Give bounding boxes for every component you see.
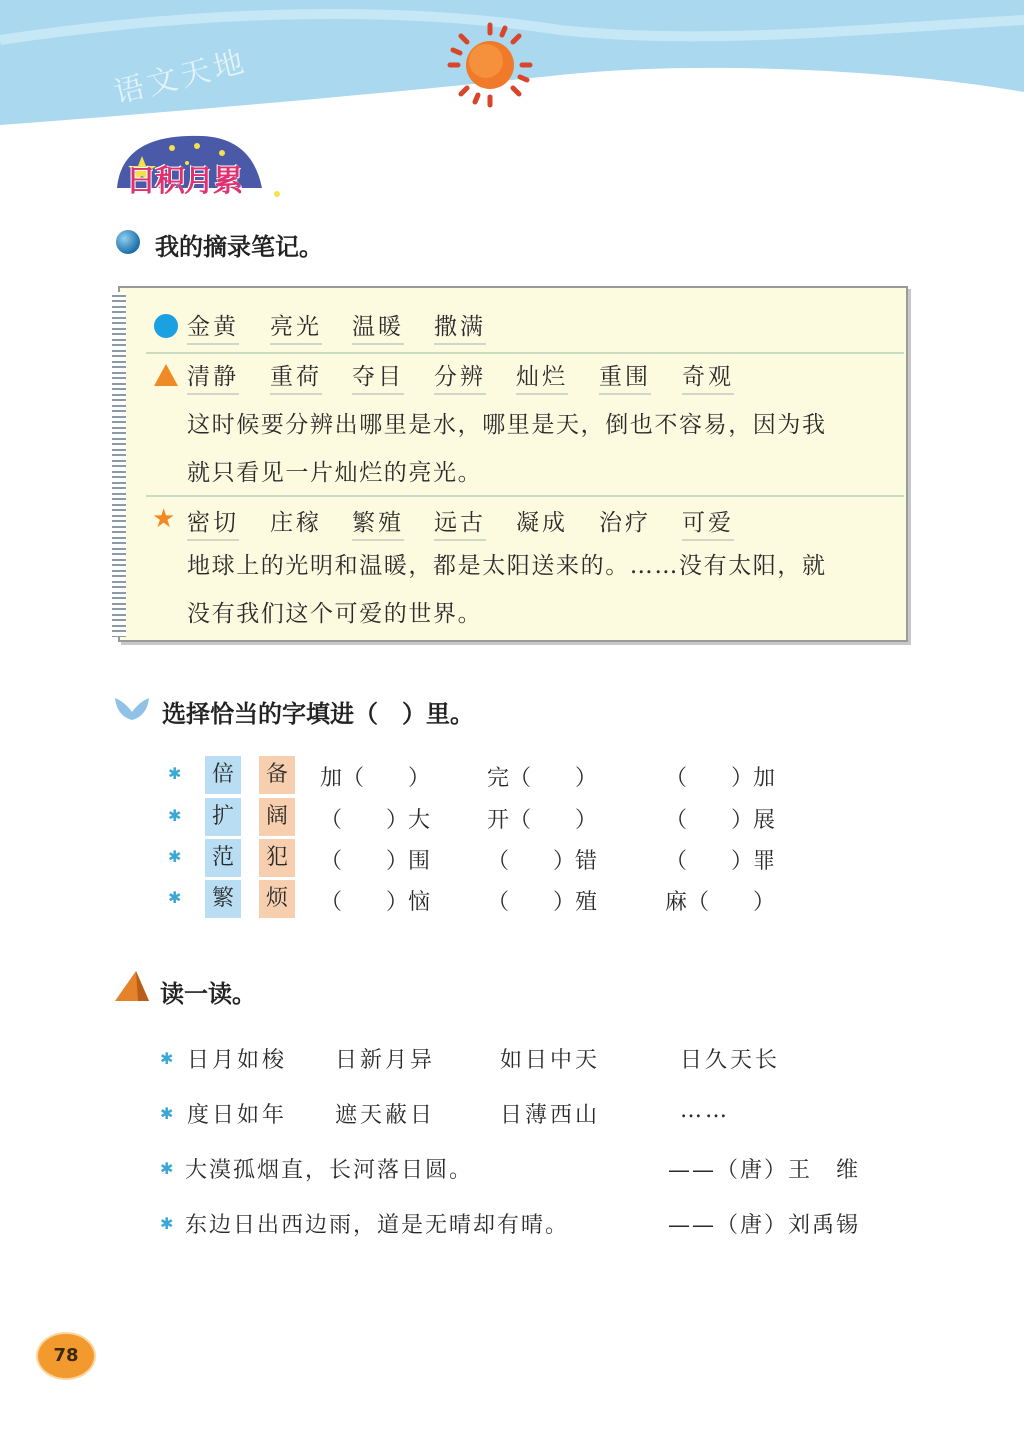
note-word: 夺目	[352, 358, 404, 395]
note-word: 密切	[187, 504, 239, 541]
note-word: 分辨	[434, 358, 486, 395]
bullet-star-icon: ✱	[160, 1049, 174, 1068]
fill-blank-item[interactable]: （ ）展	[665, 808, 776, 833]
note-word: 重荷	[270, 358, 322, 395]
bullet-star-icon: ✱	[160, 1159, 174, 1178]
idiom: 日新月异	[335, 1048, 436, 1073]
section-logo	[112, 128, 287, 203]
poem-source: ——（唐）王 维	[668, 1158, 861, 1183]
note-sentence: 地球上的光明和温暖，都是太阳送来的。……没有太阳，就	[187, 553, 827, 579]
fill-blank-item[interactable]: 开（ ）	[487, 808, 598, 833]
section-heading-fill: 选择恰当的字填进（ ）里。	[162, 700, 474, 728]
note-word: 奇观	[682, 358, 734, 395]
idiom: 遮天蔽日	[335, 1103, 436, 1128]
note-sentence: 没有我们这个可爱的世界。	[187, 601, 483, 627]
page-number: 78	[38, 1334, 94, 1378]
choice-char: 范	[205, 839, 241, 877]
notebook-box	[118, 286, 908, 642]
note-sentence: 就只看见一片灿烂的亮光。	[187, 460, 483, 486]
choice-char: 烦	[259, 880, 295, 918]
note-word: 繁殖	[352, 504, 404, 541]
blue-ball-icon	[116, 230, 140, 254]
note-word: 庄稼	[270, 510, 322, 536]
fill-blank-item[interactable]: （ ）恼	[320, 890, 431, 915]
fill-blank-item[interactable]: （ ）围	[320, 849, 431, 874]
bullet-star-icon: ✱	[168, 806, 182, 825]
note-word: 金黄	[187, 308, 239, 345]
note-word: 温暖	[352, 308, 404, 345]
fill-blank-item[interactable]: （ ）罪	[665, 849, 776, 874]
note-word: 远古	[434, 504, 486, 541]
fill-blank-item[interactable]: （ ）加	[665, 766, 776, 791]
poem-line: 东边日出西边雨，道是无晴却有晴。	[185, 1213, 570, 1238]
logo-text: 日积月累	[126, 164, 242, 199]
spiral-binding	[112, 292, 126, 637]
fill-blank-item[interactable]: （ ）错	[487, 849, 598, 874]
idiom: 度日如年	[187, 1103, 288, 1128]
note-word: 灿烂	[516, 358, 568, 395]
blue-circle-icon	[154, 314, 178, 338]
poem-line: 大漠孤烟直，长河落日圆。	[185, 1158, 474, 1183]
note-word: 撒满	[434, 308, 486, 345]
choice-char: 备	[259, 756, 295, 794]
note-word: 亮光	[270, 308, 322, 345]
note-sentence: 这时候要分辨出哪里是水，哪里是天，倒也不容易，因为我	[187, 412, 827, 438]
poem-source: ——（唐）刘禹锡	[668, 1213, 861, 1238]
note-word: 可爱	[682, 504, 734, 541]
choice-char: 阔	[259, 798, 295, 836]
orange-triangle-icon	[153, 363, 179, 387]
divider	[146, 352, 904, 354]
divider	[146, 495, 904, 497]
choice-char: 犯	[259, 839, 295, 877]
choice-char: 繁	[205, 880, 241, 918]
note-word: 清静	[187, 358, 239, 395]
idiom: ……	[680, 1098, 730, 1123]
fill-blank-item[interactable]: 麻（ ）	[665, 890, 776, 915]
fill-blank-item[interactable]: （ ）殖	[487, 890, 598, 915]
choice-char: 倍	[205, 756, 241, 794]
idiom: 日薄西山	[500, 1103, 601, 1128]
bullet-star-icon: ✱	[168, 764, 182, 783]
bullet-star-icon: ✱	[160, 1104, 174, 1123]
section-heading-notes: 我的摘录笔记。	[155, 233, 323, 261]
butterfly-icon	[113, 696, 151, 722]
idiom: 日久天长	[680, 1048, 781, 1073]
bullet-star-icon: ✱	[168, 847, 182, 866]
bullet-star-icon: ✱	[160, 1214, 174, 1233]
note-word: 重围	[599, 358, 651, 395]
choice-char: 扩	[205, 798, 241, 836]
bullet-star-icon: ✱	[168, 888, 182, 907]
note-word: 治疗	[599, 510, 651, 536]
fill-blank-item[interactable]: 加（ ）	[320, 766, 431, 791]
fill-blank-item[interactable]: （ ）大	[320, 808, 431, 833]
idiom: 如日中天	[500, 1048, 601, 1073]
unit-title: 语文天地	[110, 43, 252, 111]
orange-pyramid-icon	[114, 970, 150, 1002]
orange-star-icon: ★	[152, 504, 176, 534]
note-word: 凝成	[516, 510, 568, 536]
idiom: 日月如梭	[187, 1048, 288, 1073]
section-heading-read: 读一读。	[160, 980, 256, 1008]
fill-blank-item[interactable]: 完（ ）	[487, 766, 598, 791]
